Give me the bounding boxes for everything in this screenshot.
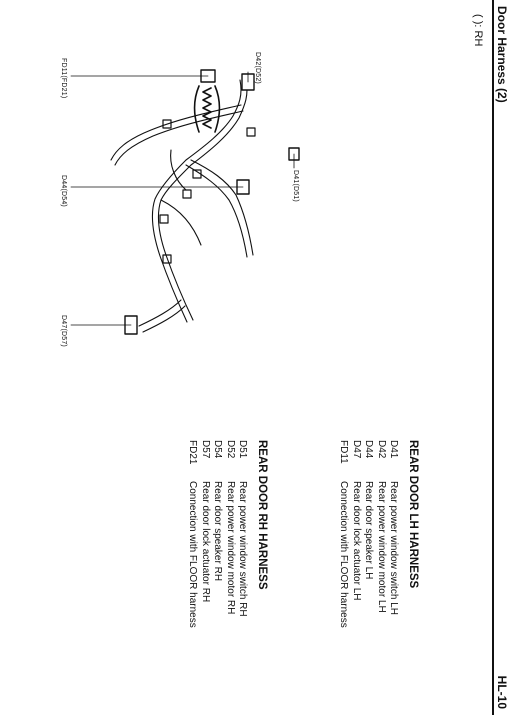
legend-code: D52	[224, 440, 236, 459]
legend-desc: Rear door lock actuator RH	[199, 481, 211, 603]
harness-trunk	[153, 80, 248, 322]
callout-d44: D44(D54)	[60, 175, 67, 207]
legend-desc: Rear door speaker LH	[363, 481, 375, 580]
legend-row	[387, 440, 399, 628]
legend-code: D44	[363, 440, 375, 459]
page-number: HL-10	[495, 675, 509, 709]
legend-code: FD21	[187, 440, 199, 465]
legend-row	[186, 440, 198, 628]
legend-desc: Rear power window motor LH	[375, 481, 387, 613]
legend-desc: Connection with FLOOR harness	[187, 481, 199, 628]
harness-branch-lower	[161, 150, 253, 257]
rh-harness-legend	[186, 440, 248, 628]
rh-note: ( ): RH	[472, 14, 484, 47]
corrugated-tube	[195, 86, 220, 132]
legend-row	[198, 440, 210, 628]
legend-desc: Rear door speaker RH	[212, 481, 224, 582]
legend-desc: Connection with FLOOR harness	[338, 481, 350, 628]
lh-harness-legend	[337, 440, 399, 628]
page-title: Door Harness (2)	[495, 6, 509, 103]
legend-row	[337, 440, 349, 628]
legend-row	[349, 440, 361, 628]
legend-code: D41	[388, 440, 399, 459]
harness-tail	[139, 300, 185, 332]
legend-code: FD11	[338, 440, 350, 464]
legend-desc: Rear power window motor RH	[224, 481, 236, 615]
legend-code: D42	[375, 440, 387, 459]
legend-desc: Rear power window switch RH	[237, 481, 248, 617]
callout-d42: D42(D52)	[254, 52, 261, 84]
legend-row	[211, 440, 223, 628]
legend-row	[236, 440, 248, 628]
legend-desc: Rear door lock actuator LH	[350, 481, 362, 601]
legend-row	[374, 440, 386, 628]
legend-code: D51	[237, 440, 248, 459]
legend-code: D54	[212, 440, 224, 459]
callout-d41: D41(D51)	[292, 170, 299, 202]
legend-row	[362, 440, 374, 628]
legend-desc: Rear power window switch LH	[388, 481, 399, 615]
leader-lines	[71, 72, 294, 325]
legend-code: D57	[199, 440, 211, 459]
callout-fd11: FD11(FD21)	[60, 58, 67, 99]
rh-harness-title: REAR DOOR RH HARNESS	[256, 440, 268, 590]
harness-branch-upper	[111, 105, 243, 165]
legend-code: D47	[350, 440, 362, 459]
lh-harness-title: REAR DOOR LH HARNESS	[407, 440, 419, 589]
legend-row	[223, 440, 235, 628]
callout-d47: D47(D57)	[60, 315, 67, 347]
